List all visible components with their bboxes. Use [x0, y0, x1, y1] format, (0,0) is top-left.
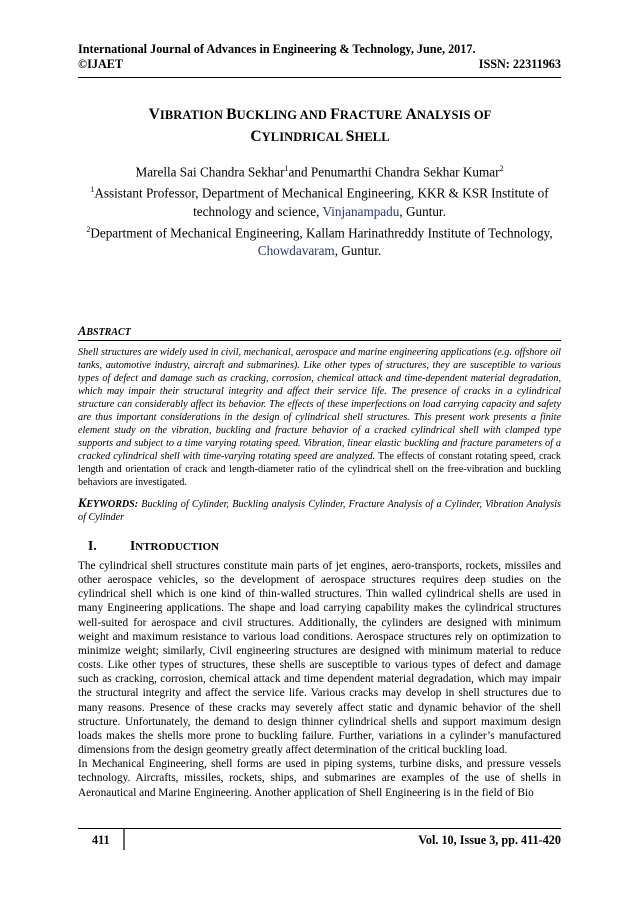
affiliation-2: $^2$Department of Mechanical Engineering, Kallam Harinathreddy Institute of Technology, [86, 224, 553, 241]
intro-paragraph-2: In Mechanical Engineering, shell forms are used in piping systems, turbine disks, and pressure vessels technology. Aircrafts, missiles, rockets, ships, and submarines are examples of the use of shells in Aeronautical and Marine Engineering. Another application of Shell Engineering is in the field of Bio [78, 758, 561, 799]
introduction-body [78, 559, 561, 800]
author-names: Marella Sai Chandra Sekhar$^1$and Penumarthi Chandra Sekhar Kumar$^2$ [135, 164, 504, 180]
affiliation-1: $^1$Assistant Professor, Department of Mechanical Engineering, KKR & KSR Institute of [90, 185, 549, 201]
journal-name: International Journal of Advances in Engineering & Technology, June, 2017. [78, 42, 476, 56]
abstract-body: Shell structures are widely used in civil, mechanical, aerospace and marine engineering applications (e.g. offshore oil tanks, automotive industry, aircraft and submarines). Like other types of structures, they are susceptible to various types of defect and damage such as cracking, corrosion, chemical attack and time-dependent material degradation, which may impair their structural integrity and affect their service life. The presence of cracks in a cylindrical structure can considerably affect its behavior. The effects of these imperfections on load carrying capacity and safety are thus important considerations in the design of cylindrical shell structures. This present work presents a finite element study on the vibration, buckling and fracture behavior of a cracked cylindrical shell with clamped type supports and subject to a time varying rotating speed. Vibration, linear elastic buckling and fracture parameters of a cracked cylindrical shell with time-varying rotating speed are analyzed. The effects of constant rotating speed, crack length and orientation of crack and length-diameter ratio of the cylindrical shell on the free-vibration and buckling behaviors are investigated. [78, 347, 561, 488]
issn: ISSN: 22311963 [478, 57, 561, 71]
section-heading-introduction: I. INTRODUCTION [88, 538, 219, 553]
volume-info: Vol. 10, Issue 3, pp. 411-420 [418, 833, 561, 847]
paper-title: VIBRATION BUCKLING AND FRACTURE ANALYSIS OF CYLINDRICAL SHELL [148, 106, 492, 145]
abstract-heading: ABSTRACT [78, 324, 131, 338]
affiliation-2-cont: Chowdavaram, Guntur. [257, 243, 382, 259]
copyright: ©IJAET [78, 57, 124, 71]
author-block [78, 160, 561, 260]
running-header [78, 42, 561, 72]
abstract-rule [78, 340, 561, 341]
affiliation-1-cont: technology and science, Vinjanampadu, Guntur. [193, 203, 446, 219]
page-number: 411 [92, 833, 110, 847]
keywords: KEYWORDS: Buckling of Cylinder, Buckling analysis Cylinder, Fracture Analysis of a Cylinder, Vibration Analysis of Cylinder [78, 496, 561, 523]
header-rule [78, 77, 561, 78]
footer-divider [123, 829, 125, 850]
footer-rule [78, 828, 561, 829]
intro-paragraph-1: The cylindrical shell structures constitute main parts of jet engines, aero-transports, rockets, missiles and other aerospace vehicles, so the development of aerospace structures requires deep studies on the cylindrical shell which is one kind of thin-walled structures. Thin walled cylindrical shells are used in many Engineering applications. The shape and load carrying capability makes the cylindrical structures well-suited for aerospace and civil structures. Additionally, the cylinders are designed with minimum weight and maximum resistance to various load conditions. Aerospace structures rely on optimization to minimize weight; similarly, Civil engineering structures are designed with minimum material to reduce costs. Like other types of structures, these shells are susceptible to various types of defect and damage such as cracking, corrosion, chemical attack and time dependent material degradation, which may impair the structural integrity and affect the service life. Various cracks may develop in shell structures due to many reasons. Presence of these cracks may severely affect static and dynamic behavior of the shell structure. Unfortunately, the demand to design thinner cylindrical shells and support maximum design loads makes the shells more prone to buckling failure. Further, variations in a cylinder’s manufactured dimensions from the design geometry greatly affect determination of the critical buckling load. [78, 560, 561, 757]
